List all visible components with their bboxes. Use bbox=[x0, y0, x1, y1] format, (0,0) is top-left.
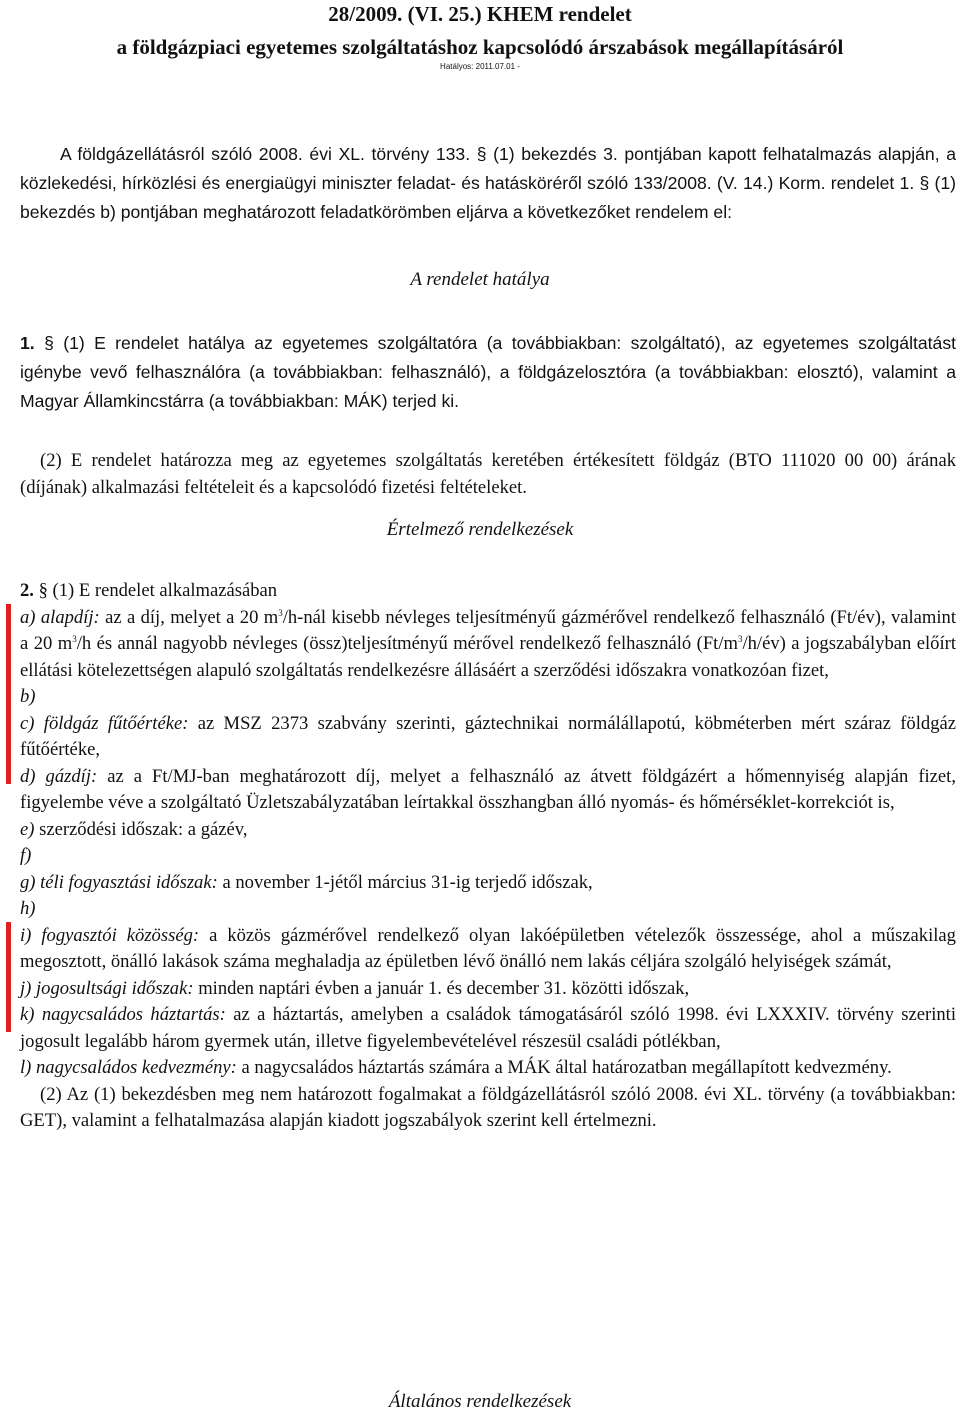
document-subtitle: a földgázpiaci egyetemes szolgáltatáshoz kapcsolódó árszabások megállapításáról bbox=[116, 35, 844, 59]
definition-d: d) gázdíj: az a Ft/MJ-ban meghatározott díj, melyet a felhasználó az átvett földgázért a hőmennyiség alapján fizet, figyelembe véve a szolgáltató Üzletszabályzatában leírtakkal összhangban álló nyomás- és hőmérséklet-korrekciót is, bbox=[20, 765, 957, 813]
section-number: 2. bbox=[20, 580, 34, 601]
definition-b: b) bbox=[20, 686, 36, 707]
definition-h: h) bbox=[20, 898, 36, 919]
section-1-para-2-block bbox=[20, 448, 956, 501]
definition-k: k) nagycsaládos háztartás: az a háztartás, amelyben a családok támogatásáról szóló 1998. évi LXXXIV. törvény szerinti jogosult legalább három gyermek után, illetve figyelembevételével részesül családi pótlékban, bbox=[20, 1004, 956, 1052]
section-2-intro bbox=[20, 578, 956, 605]
preamble: A földgázellátásról szóló 2008. évi XL. törvény 133. § (1) bekezdés 3. pontjában kapott felhatalmazás alapján, a közlekedési, hírközlési és energiaügyi miniszter feladat- és hatásköréről szóló 133/2008. (V. 14.) Korm. rendelet 1. § (1) bekezdés b) pontjában meghatározott feladatkörömben eljárva a következőket rendelem el: bbox=[20, 144, 956, 222]
definition-term: k) nagycsaládos háztartás: bbox=[20, 1004, 226, 1025]
definition-l: l) nagycsaládos kedvezmény: a nagycsaládos háztartás számára a MÁK által határozatban megállapított kedvezmény. bbox=[20, 1057, 892, 1078]
definition-term: e) bbox=[20, 818, 35, 840]
definition-term: g) téli fogyasztási időszak: bbox=[20, 871, 218, 893]
effective-date: Hatályos: 2011.07.01 - bbox=[440, 62, 520, 71]
definition-term: c) földgáz fűtőértéke: bbox=[20, 712, 189, 734]
definition-i: i) fogyasztói közösség: a közös gázmérővel rendelkező olyan lakóépületben vételezők összessége, ahol a műszakilag megosztott, önálló lakások száma meghaladja az épületben lévő önálló nem lakás céljára szolgáló helyiségek számát, bbox=[20, 924, 956, 972]
definition-c: c) földgáz fűtőértéke: az MSZ 2373 szabvány szerinti, gáztechnikai normálállapotú, köbméterben mért száraz földgáz fűtőértéke, bbox=[20, 712, 956, 760]
section-1-para-2: (2) E rendelet határozza meg az egyetemes szolgáltatás keretében értékesített földgáz (BTO 111020 00 00) árának (díjának) alkalmazási feltételeit és a kapcsolódó fizetési feltételeket. bbox=[20, 450, 956, 498]
section-1 bbox=[20, 329, 956, 416]
definition-g: g) téli fogyasztási időszak: a november 1-jétől március 31-ig terjedő időszak, bbox=[20, 871, 593, 893]
definition-term: j) jogosultsági időszak: bbox=[20, 977, 194, 999]
section-heading-general: Általános rendelkezések bbox=[388, 1391, 572, 1412]
amendment-marker bbox=[6, 604, 11, 784]
definition-term: i) fogyasztói közösség: bbox=[20, 924, 200, 946]
definition-term: d) gázdíj: bbox=[20, 765, 98, 787]
definition-j: j) jogosultsági időszak: minden naptári évben a január 1. és december 31. közötti időszak, bbox=[20, 977, 690, 999]
section-heading-scope: A rendelet hatálya bbox=[410, 269, 550, 290]
definition-term: a) alapdíj: bbox=[20, 606, 100, 628]
definition-f: f) bbox=[20, 845, 32, 866]
section-2-intro-text: § (1) E rendelet alkalmazásában bbox=[38, 580, 278, 601]
document-title: 28/2009. (VI. 25.) KHEM rendelet bbox=[328, 2, 632, 26]
section-1-para-1 bbox=[20, 329, 956, 416]
section-1-text: § (1) E rendelet hatálya az egyetemes szolgáltatóra (a továbbiakban: szolgáltató), az egyetemes szolgáltatást igénybe vevő felhasználóra (a továbbiakban: felhasználó), a földgázelosztóra (a továbbiakban: elosztó), valamint a Magyar Államkincstárra (a továbbiakban: MÁK) terjed ki. bbox=[20, 333, 957, 411]
definition-a: a) alapdíj: az a díj, melyet a 20 $m^3/h$-nál kisebb névleges teljesítményű gázmérővel rendelkező felhasználó (Ft/év), valamint a 20 $m^3/h$ és annál nagyobb névleges (össz)teljesítményű mérővel rendelkező felhasználó $(Ft/m^3/h/év)$ a jogszabályban előírt ellátási kötelezettségen alapuló szolgáltatás rendelkezésre állásáért a szerződési időszakra vonatkozóan fizet, bbox=[20, 606, 957, 681]
section-2-para-2: (2) Az (1) bekezdésben meg nem határozott fogalmakat a földgázellátásról szóló 2008. évi XL. törvény (a továbbiakban: GET), valamint a felhatalmazása alapján kiadott jogszabályok szerint kell értelmezni. bbox=[20, 1083, 956, 1131]
definition-term: l) nagycsaládos kedvezmény: bbox=[20, 1057, 237, 1078]
section-number: 1. bbox=[20, 333, 35, 353]
section-heading-definitions: Értelmező rendelkezések bbox=[386, 519, 574, 540]
section-2 bbox=[20, 578, 956, 1135]
definition-e: e) szerződési időszak: a gázév, bbox=[20, 818, 248, 840]
amendment-marker bbox=[6, 922, 11, 1032]
